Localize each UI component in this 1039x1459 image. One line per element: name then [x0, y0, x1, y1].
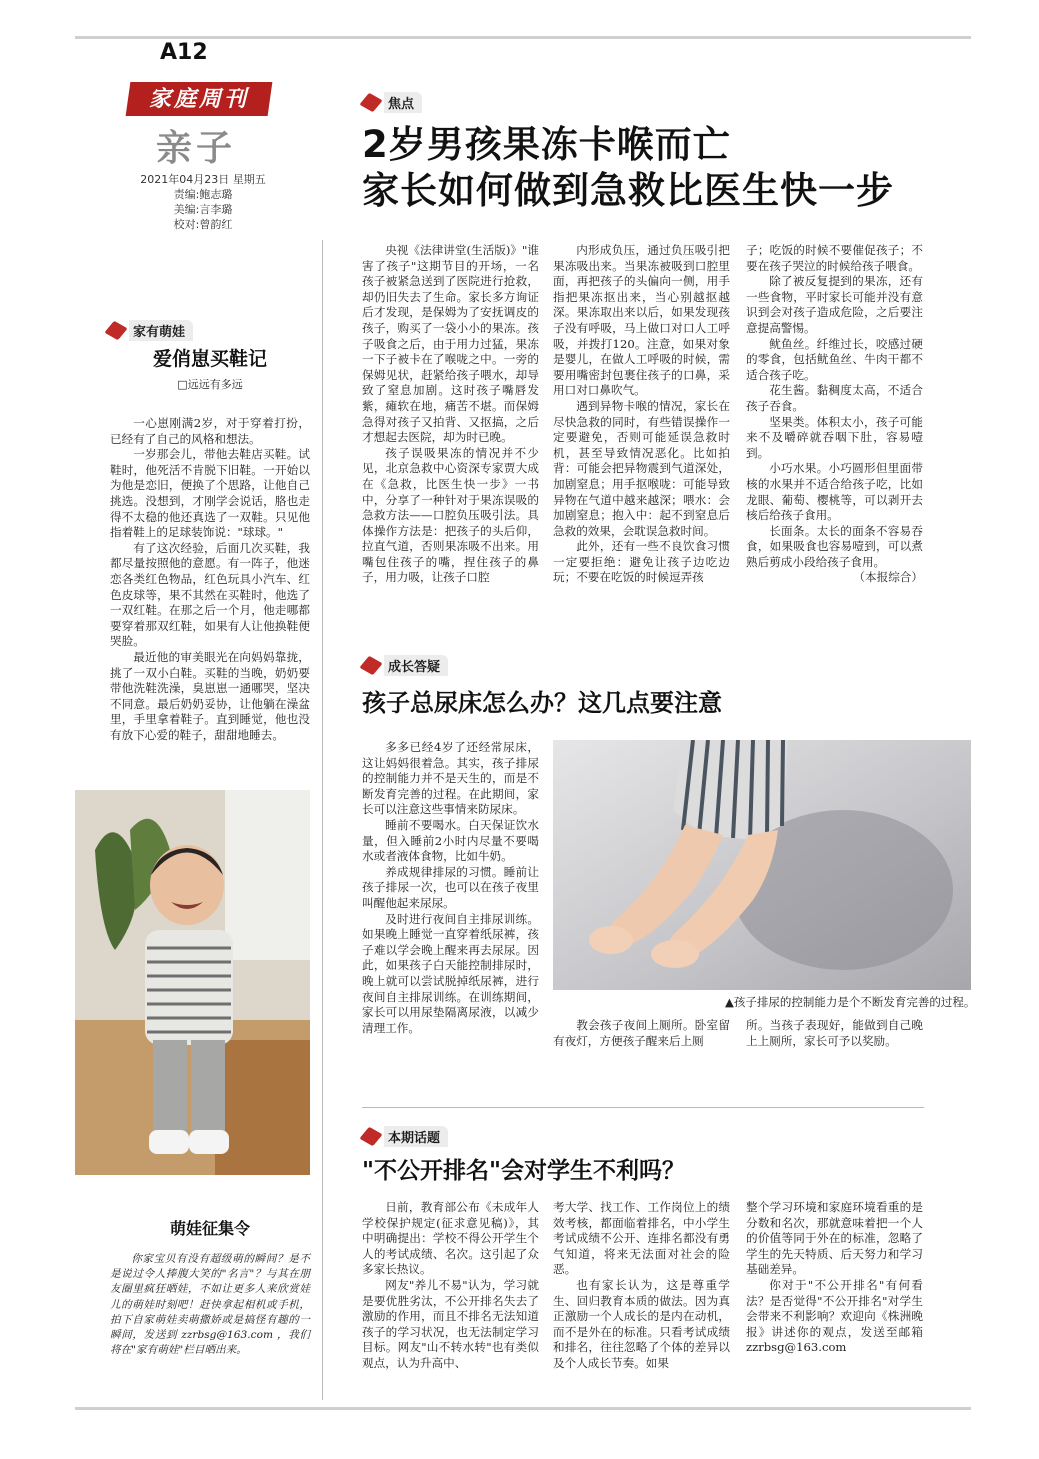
top-rule	[75, 36, 971, 39]
paragraph: 教会孩子夜间上厕所。卧室留有夜灯，方便孩子醒来后上厕	[553, 1018, 730, 1048]
focus-tag-label: 焦点	[384, 92, 422, 113]
paragraph: 鱿鱼丝。纤维过长，咬感过硬的零食，包括鱿鱼丝、牛肉干都不适合孩子吃。	[746, 336, 923, 382]
paragraph: 一岁那会儿，带他去鞋店买鞋。试鞋时，他死活不肯脱下旧鞋。一开始以为他是恋旧，便换了个思路，让他自己挑选。没想到，才刚学会说话，胳也走得不太稳的他还真选了一双鞋。只见他指着鞋上的足球装饰说："球球。"	[110, 447, 310, 540]
editor-credit: 责编:鲍志璐	[173, 188, 233, 201]
paragraph: 花生酱。黏稠度太高，不适合孩子吞食。	[746, 383, 923, 413]
paragraph: 长面条。太长的面条不容易吞食，如果吸食也容易噎到，可以煮熟后剪成小段给孩子食用。	[746, 523, 923, 569]
paragraph: 有了这次经验，后面几次买鞋，我都尽量按照他的意愿。有一阵子，他迷恋各类红色物品，红色玩具小汽车、红色皮球等，果不其然在买鞋时，他选了一双红鞋。在那之后一个月，他走哪都要穿着那双红鞋，如果有人让他换鞋便哭脸。	[110, 540, 310, 649]
focus-headline-line1: 2岁男孩果冻卡喉而亡	[362, 123, 731, 166]
focus-tag	[362, 92, 422, 113]
focus-headline	[362, 122, 894, 214]
source-note: （本报综合）	[853, 570, 923, 585]
paragraph: 睡前不要喝水。白天保证饮水量，但入睡前2小时内尽量不要喝水或者液体食物，比如牛奶。	[362, 817, 539, 864]
paragraph: 孩子误吸果冻的情况并不少见，北京急救中心资深专家贾大成在《急救，比医生快一步》一书中，分享了一种针对于果冻误吸的急救方法——口腔负压吸引法。具体操作方法是：把孩子的头后仰，拉直气道，否则果冻吸不出来。用嘴包住孩子的嘴，捏住孩子的鼻子，用力吸，让孩子口腔	[362, 445, 539, 585]
date-line: 2021年04月23日 星期五	[140, 173, 266, 186]
tag-icon	[359, 93, 382, 112]
paragraph: 日前，教育部公布《未成年人学校保护规定(征求意见稿)》，其中明确提出：学校不得公开学生个人的考试成绩、名次。这引起了众多家长热议。	[362, 1200, 539, 1277]
bedwetting-photo-drawing	[553, 740, 971, 990]
brand-text: 家庭周刊	[148, 86, 249, 112]
topic-column-3	[746, 1200, 923, 1356]
topic-tag-label: 本期话题	[384, 1126, 448, 1147]
baby-body	[110, 416, 310, 743]
bedwetting-column-2	[553, 1018, 730, 1049]
topic-column-1	[362, 1200, 539, 1372]
paragraph: 此外，还有一些不良饮食习惯一定要拒绝：避免让孩子边吃边玩；不要在吃饭的时候逗弄孩	[553, 539, 730, 585]
topic-column-2	[553, 1200, 730, 1372]
paragraph: 遇到异物卡喉的情况，家长在尽快急救的同时，有些错误操作一定要避免，否则可能延误急救时机，甚至导致情况恶化。比如拍背：可能会把异物震到气道深处，加剧窒息；用手抠喉咙：可能导致异物在气道中越来越深；喂水：会加剧窒息；抱入中：起不到窒息后急救的效果，会耽误急救时间。	[553, 398, 730, 538]
paragraph: 多多已经4岁了还经常尿床，这让妈妈很着急。其实，孩子排尿的控制能力并不是天生的，而是不断发育完善的过程。在此期间，家长可以注意这些事情来防尿床。	[362, 740, 539, 817]
page-meta	[128, 172, 278, 232]
paragraph: 坚果类。体积太小，孩子可能来不及嚼碎就吞咽下肚，容易噎到。	[746, 414, 923, 460]
page-number: A12	[160, 40, 208, 65]
focus-headline-line2: 家长如何做到急救比医生快一步	[362, 169, 894, 212]
bedwetting-headline: 孩子总尿床怎么办？这几点要注意	[362, 689, 722, 717]
focus-column-2	[553, 243, 730, 586]
section-title: 亲子	[156, 127, 237, 169]
baby-tag	[107, 320, 193, 341]
growth-tag	[362, 655, 448, 676]
brand-logo	[126, 82, 273, 116]
bedwetting-photo	[553, 740, 971, 990]
tag-icon	[359, 656, 382, 675]
baby-photo-drawing	[75, 790, 310, 1175]
paragraph: 一心崽刚满2岁，对于穿着打扮，已经有了自己的风格和想法。	[110, 416, 310, 446]
bottom-rule	[75, 1407, 971, 1410]
baby-title: 爱俏崽买鞋记	[152, 348, 267, 370]
paragraph: 你对于"不公开排名"有何看法？是否觉得"不公开排名"对学生会带来不利影响？欢迎向《株洲晚报》讲述你的观点，发送至邮箱zzrbsg@163.com	[746, 1277, 923, 1355]
paragraph: 你家宝贝有没有超级萌的瞬间？是不是说过令人捧腹大笑的"名言"？与其在朋友圈里疯狂晒娃，不如让更多人来欣赏娃儿的萌娃时刻吧！赶快拿起相机或手机，拍下自家萌娃卖萌撒娇或是搞怪有趣的一瞬间，发送到 zzrbsg@163.com ，我们将在"家有萌娃"栏目晒出来。	[110, 1253, 310, 1357]
tag-icon	[104, 321, 127, 340]
left-column-divider	[322, 240, 323, 1400]
baby-tag-label: 家有萌娃	[129, 320, 193, 341]
paragraph: 养成规律排尿的习惯。睡前让孩子排尿一次，也可以在孩子夜里叫醒他起来尿尿。	[362, 864, 539, 910]
paragraph: 考大学、找工作、工作岗位上的绩效考核，都面临着排名，中小学生考试成绩不公开、连排名都没有勇气知道，将来无法面对社会的险恶。	[553, 1200, 730, 1277]
call-body	[110, 1252, 310, 1358]
focus-column-3	[746, 243, 923, 586]
proofreader-credit: 校对:曾韵红	[173, 218, 233, 231]
paragraph: 内形成负压，通过负压吸引把果冻吸出来。当果冻被吸到口腔里面，再把孩子的头偏向一侧，用手指把果冻抠出来，当心别越抠越深。果冻取出来以后，如果发现孩子没有呼吸，马上做口对口人工呼吸，并拨打120。注意，如果对象是婴儿，在做人工呼吸的时候，需要用嘴密封包裹住孩子的口鼻，采用口对口鼻吹气。	[553, 243, 730, 398]
call-title: 萌娃征集令	[169, 1219, 250, 1238]
bedwetting-column-3	[746, 1018, 923, 1049]
paragraph: 也有家长认为，这是尊重学生、回归教育本质的做法。因为真正激励一个人成长的是内在动机，而不是外在的标准。只看考试成绩和排名，往往忽略了个体的差异以及个人成长节奏。如果	[553, 1277, 730, 1370]
paragraph: 最近他的审美眼光在向妈妈靠拢，挑了一双小白鞋。买鞋的当晚，奶奶要带他洗鞋洗澡，臭崽崽一通哪哭，坚决不同意。最后奶奶妥协，让他躺在澡盆里，手里拿着鞋子。直到睡觉，他也没有放下心爱的鞋子，甜甜地睡去。	[110, 649, 310, 742]
focus-column-1	[362, 243, 539, 586]
paragraph: 所。当孩子表现好，能做到自己晚上上厕所，家长可予以奖励。	[746, 1018, 923, 1048]
baby-author: □远远有多远	[177, 378, 243, 391]
paragraph: 整个学习环境和家庭环境看重的是分数和名次，那就意味着把一个人的价值等同于外在的标准，忽略了学生的先天特质、后天努力和学习基础差异。	[746, 1200, 923, 1277]
designer-credit: 美编:言李璐	[173, 203, 233, 216]
paragraph: 央视《法律讲堂(生活版)》"谁害了孩子"这期节目的开场，一名孩子被紧急送到了医院进行抢救，却仍旧失去了生命。家长多方询证后才发现，是保姆为了安抚调皮的孩子，购买了一袋小小的果冻。孩子吸食之后，由于用力过猛，果冻一下子被卡在了喉咙之中。一旁的保姆见状，赶紧给孩子喂水，却导致了窒息加剧。这时孩子嘴唇发紫，瘫软在地，痛苦不堪。而保姆急得对孩子又拍背、又抠搞，之后才想起去医院，却为时已晚。	[362, 243, 539, 445]
topic-tag	[362, 1126, 448, 1147]
tag-icon	[359, 1127, 382, 1146]
growth-tag-label: 成长答疑	[384, 655, 448, 676]
topic-headline: "不公开排名"会对学生不利吗？	[362, 1158, 685, 1184]
bedwetting-caption: ▲孩子排尿的控制能力是个不断发育完善的过程。	[725, 995, 976, 1009]
paragraph: 小巧水果。小巧圆形但里面带核的水果并不适合给孩子吃，比如龙眼、葡萄、樱桃等，可以剥开去核后给孩子食用。	[746, 461, 923, 523]
baby-photo	[75, 790, 310, 1175]
paragraph: 除了被反复提到的果冻，还有一些食物，平时家长可能并没有意识到会对孩子造成危险，之后要注意提高警惕。	[746, 274, 923, 335]
paragraph: 子；吃饭的时候不要催促孩子；不要在孩子哭泣的时候给孩子喂食。	[746, 243, 923, 273]
paragraph: 及时进行夜间自主排尿训练。如果晚上睡觉一直穿着纸尿裤，孩子难以学会晚上醒来再去尿尿。因此，如果孩子白天能控制排尿时，晚上就可以尝试脱掉纸尿裤，进行夜间自主排尿训练。在训练期间，家长可以用尿垫隔离尿液，以减少清理工作。	[362, 911, 539, 1035]
section-divider	[362, 1107, 924, 1108]
bedwetting-column-1	[362, 740, 539, 1036]
paragraph: 网友"养儿不易"认为，学习就是要优胜劣汰，不公开排名失去了激励的作用，而且不排名无法知道孩子的学习状况，也无法制定学习目标。网友"山不转水转"也有类似观点，认为升高中、	[362, 1277, 539, 1370]
